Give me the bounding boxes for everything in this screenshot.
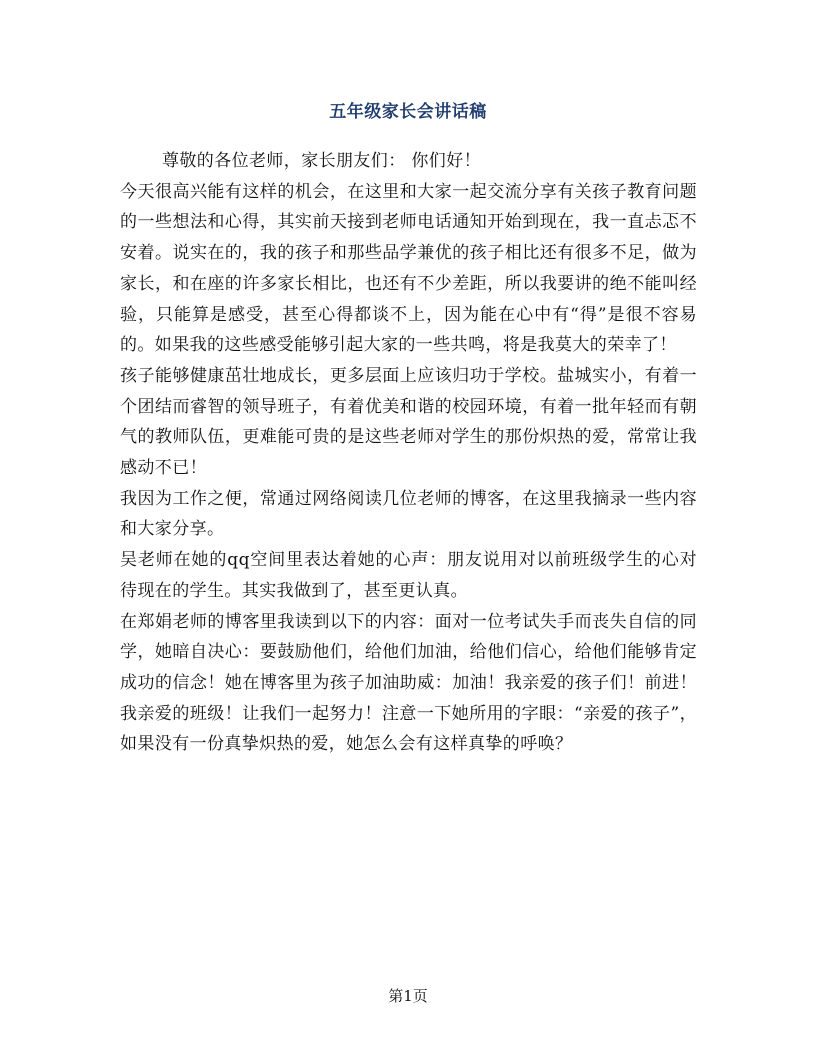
document-body — [120, 146, 697, 760]
paragraph-intro: 今天很高兴能有这样的机会，在这里和大家一起交流分享有关孩子教育问题的一些想法和心得，其实前天接到老师电话通知开始到现在，我一直忐忑不安着。说实在的，我的孩子和那些品学兼优的孩子相比还有很多不足，做为家长，和在座的许多家长相比，也还有不少差距，所以我要讲的绝不能叫经验，只能算是感受，甚至心得都谈不上，因为能在心中有“得”是很不容易的。如果我的这些感受能够引起大家的一些共鸣，将是我莫大的荣幸了！ — [120, 181, 697, 356]
paragraph-teacher-zheng: 在郑娟老师的博客里我读到以下的内容：面对一位考试失手而丧失自信的同学，她暗自决心：要鼓励他们，给他们加油，给他们信心，给他们能够肯定成功的信念！她在博客里为孩子加油助威：加油！我亲爱的孩子们！前进！我亲爱的班级！让我们一起努力！注意一下她所用的字眼：“亲爱的孩子”，如果没有一份真挚炽热的爱，她怎么会有这样真挚的呼唤？ — [120, 611, 697, 755]
paragraph-greeting: 尊敬的各位老师，家长朋友们： 你们好！ — [162, 151, 482, 171]
paragraph-blogs: 我因为工作之便，常通过网络阅读几位老师的博客，在这里我摘录一些内容和大家分享。 — [120, 488, 697, 540]
document-title: 五年级家长会讲话稿 — [329, 102, 487, 122]
paragraph-teacher-wu: 吴老师在她的qq空间里表达着她的心声：朋友说用对以前班级学生的心对待现在的学生。其实我做到了，甚至更认真。 — [120, 550, 697, 601]
paragraph-school: 孩子能够健康茁壮地成长，更多层面上应该归功于学校。盐城实小，有着一个团结而睿智的领导班子，有着优美和谐的校园环境，有着一批年轻而有朝气的教师队伍，更难能可贵的是这些老师对学生的那份炽热的爱，常常让我感动不已！ — [120, 365, 697, 479]
page-number: 第1页 — [388, 987, 428, 1005]
